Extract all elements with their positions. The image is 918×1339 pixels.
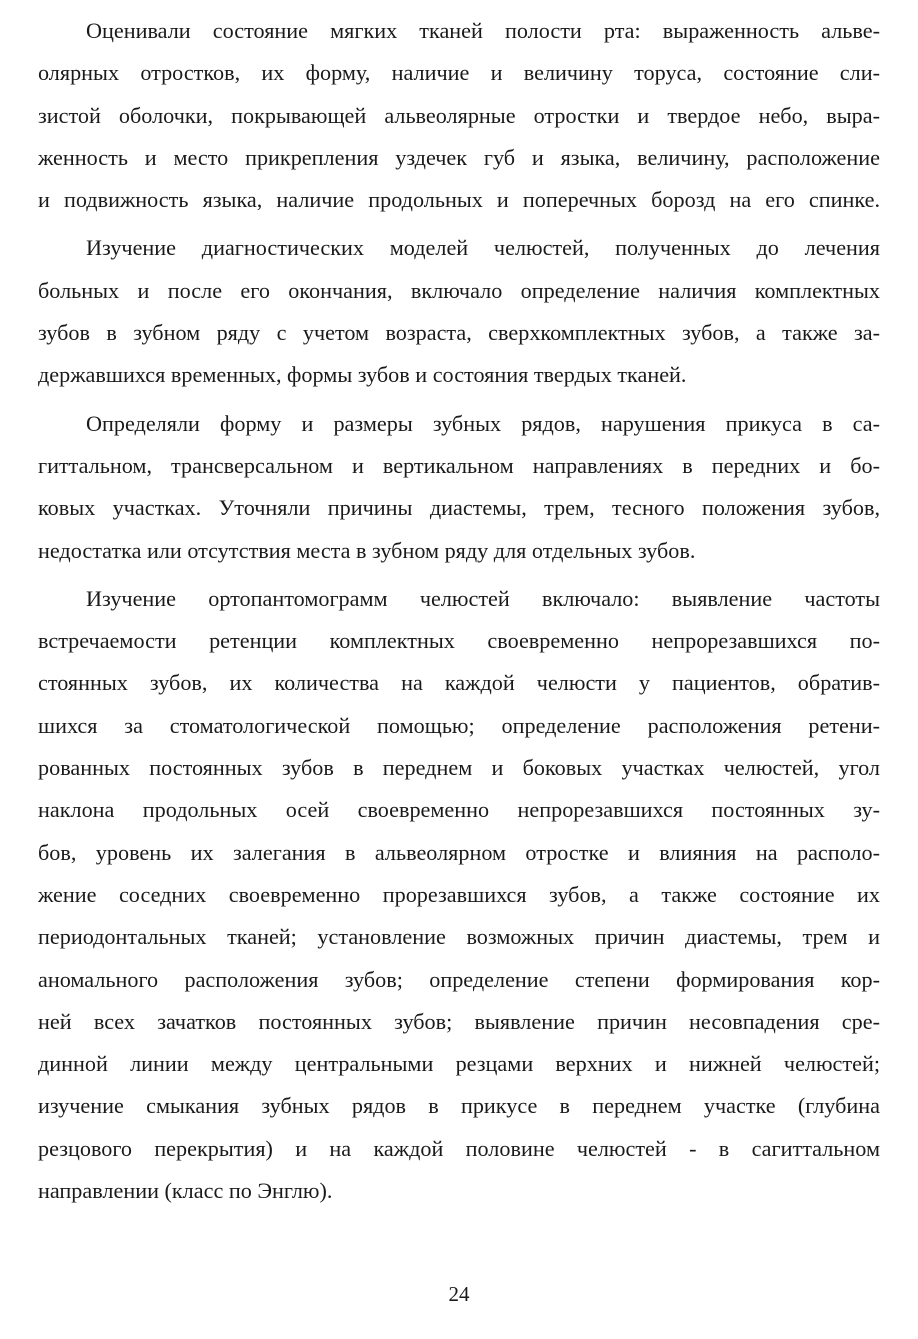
text-line: недостатка или отсутствия места в зубном ряду для отдельных зубов. xyxy=(38,537,696,563)
text-line: державшихся временных, формы зубов и состояния твердых тканей. xyxy=(38,362,687,388)
text-line: Изучение диагностических моделей челюстей, полученных до лечения xyxy=(86,235,880,261)
text-line: ней всех зачатков постоянных зубов; выявление причин несовпадения сре- xyxy=(38,1008,880,1034)
page-number: 24 xyxy=(448,1282,470,1306)
text-line: Оценивали состояние мягких тканей полости рта: выраженность альве- xyxy=(86,18,880,43)
text-line: встречаемости ретенции комплектных своевременно непрорезавшихся по- xyxy=(38,628,880,654)
text-line: динной линии между центральными резцами верхних и нижней челюстей; xyxy=(38,1051,880,1077)
text-line: больных и после его окончания, включало определение наличия комплектных xyxy=(38,277,880,303)
paragraph-dental-arches xyxy=(38,403,880,572)
text-line: жение соседних своевременно прорезавшихся зубов, а также состояние их xyxy=(38,881,880,907)
text-line: олярных отростков, их форму, наличие и величину торуса, состояние сли- xyxy=(38,60,880,86)
text-line: зистой оболочки, покрывающей альвеолярные отростки и твердое небо, выра- xyxy=(38,102,880,128)
text-line: резцового перекрытия) и на каждой половине челюстей - в сагиттальном xyxy=(38,1135,880,1161)
text-line: рованных постоянных зубов в переднем и боковых участках челюстей, угол xyxy=(38,755,880,781)
paragraph-orthopantomograms xyxy=(38,578,880,1212)
text-line: периодонтальных тканей; установление возможных причин диастемы, трем и xyxy=(38,924,880,950)
text-line: и подвижность языка, наличие продольных и поперечных борозд на его спинке. xyxy=(38,187,880,213)
text-line: зубов в зубном ряду с учетом возраста, сверхкомплектных зубов, а также за- xyxy=(38,320,880,346)
text-line: гиттальном, трансверсальном и вертикальном направлениях в передних и бо- xyxy=(38,452,880,478)
text-line: ковых участках. Уточняли причины диастемы, трем, тесного положения зубов, xyxy=(38,495,880,521)
text-line: Изучение ортопантомограмм челюстей включало: выявление частоты xyxy=(86,585,880,611)
text-line: наклона продольных осей своевременно непрорезавшихся постоянных зу- xyxy=(38,797,880,823)
text-line: шихся за стоматологической помощью; определение расположения ретени- xyxy=(38,712,880,738)
body-text xyxy=(38,10,880,1218)
text-line: стоянных зубов, их количества на каждой челюсти у пациентов, обратив- xyxy=(38,670,880,696)
paragraph-diagnostic-models xyxy=(38,227,880,396)
text-line: направлении (класс по Энглю). xyxy=(38,1178,333,1204)
text-line: бов, уровень их залегания в альвеолярном отростке и влияния на располо- xyxy=(38,839,880,865)
text-line: женность и место прикрепления уздечек губ и языка, величину, расположение xyxy=(38,144,880,170)
text-line: аномального расположения зубов; определение степени формирования кор- xyxy=(38,966,880,992)
paragraph-soft-tissues xyxy=(38,10,880,221)
text-line: изучение смыкания зубных рядов в прикусе в переднем участке (глубина xyxy=(38,1093,880,1119)
text-line: Определяли форму и размеры зубных рядов, нарушения прикуса в са- xyxy=(86,410,880,436)
